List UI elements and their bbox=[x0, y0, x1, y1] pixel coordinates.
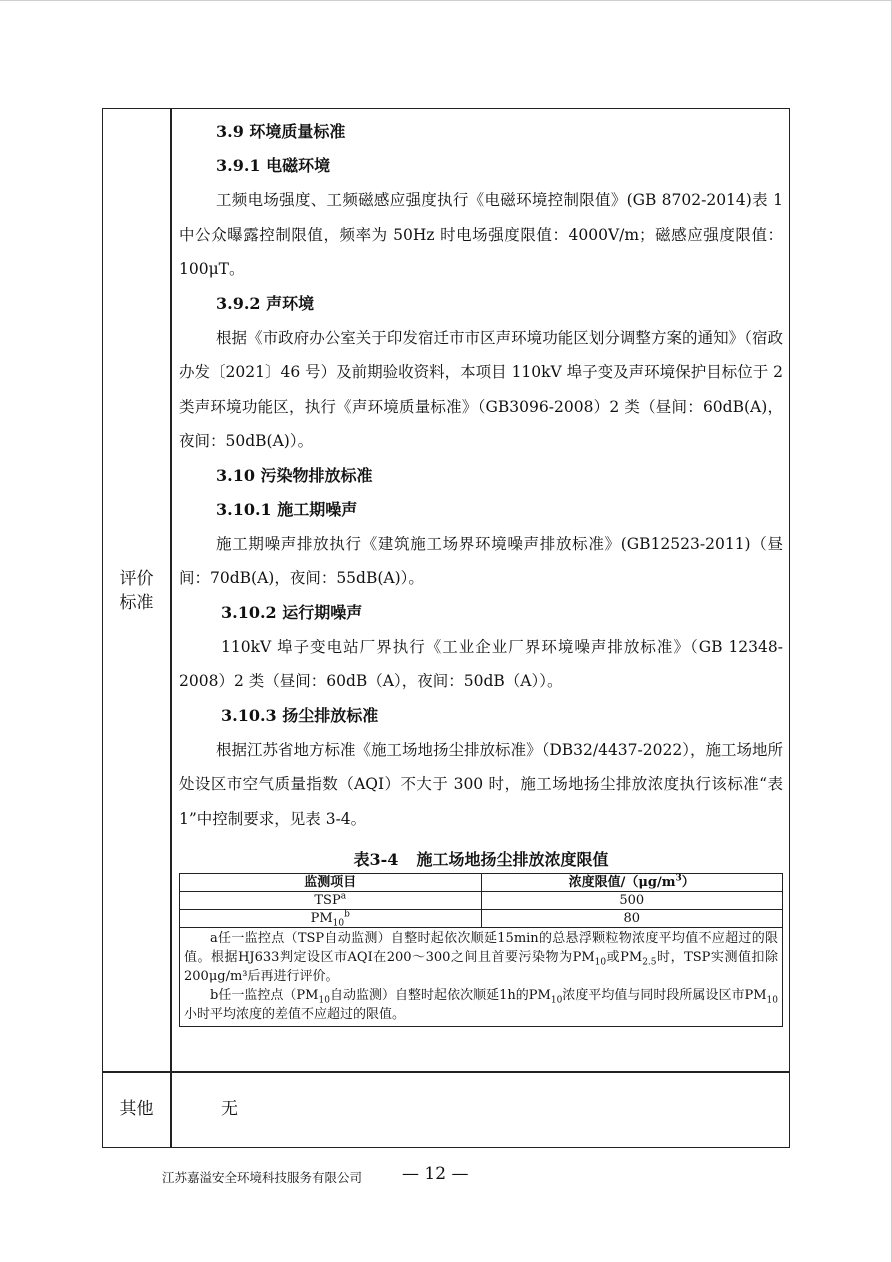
column-divider bbox=[170, 109, 172, 1147]
note-b-part-1: b任一监控点（PM bbox=[210, 988, 319, 1003]
header-limit-sup: 3 bbox=[675, 873, 682, 884]
row-label-other: 其他 bbox=[119, 1099, 154, 1119]
heading-3-9-2: 3.9.2 声环境 bbox=[216, 293, 315, 313]
table-notes bbox=[180, 928, 783, 1027]
dust-limit-table bbox=[179, 873, 783, 1027]
table-header-row bbox=[180, 874, 783, 892]
heading-3-10-2: 3.10.2 运行期噪声 bbox=[221, 602, 363, 622]
paragraph-acoustic: 根据《市政府办公室关于印发宿迁市市区声环境功能区划分调整方案的通知》（宿政办发〔2021〕46 号）及前期验收资料，本项目 110kV 埠子变及声环境保护目标位于 2 类声环境功能区，执行《声环境质量标准》（GB3096-2008）2 类（昼间：60dB(A)，夜间：50dB(A)）。 bbox=[179, 328, 783, 450]
note-b-sub-2: 10 bbox=[550, 995, 563, 1006]
header-concentration-limit bbox=[481, 874, 783, 892]
cell-tsp-value: 500 bbox=[481, 892, 783, 910]
paragraph-dust: 根据江苏省地方标准《施工场地扬尘排放标准》（DB32/4437-2022），施工场地所处设区市空气质量指数（AQI）不大于 300 时，施工场地扬尘排放浓度执行该标准“表 1”中控制要求，见表 3-4。 bbox=[179, 740, 783, 828]
paragraph-electromagnetic: 工频电场强度、工频磁感应强度执行《电磁环境控制限值》(GB 8702-2014)表 1 中公众曝露控制限值，频率为 50Hz 时电场强度限值：4000V/m；磁感应强度限值：100μT。 bbox=[179, 191, 783, 278]
table-row bbox=[180, 892, 783, 910]
note-a-part-3: 时，TSP实测值扣除200μg/m³后再进行评价。 bbox=[184, 950, 778, 984]
row-divider bbox=[103, 1071, 789, 1073]
note-b-part-2: 自动监测）自整时起依次顺延1h的PM bbox=[329, 988, 551, 1003]
table-3-4-title bbox=[179, 849, 783, 871]
note-b-sub-1: 10 bbox=[318, 995, 330, 1006]
note-b-sub-3: 10 bbox=[766, 995, 778, 1006]
other-value: 无 bbox=[221, 1099, 238, 1119]
note-a-part-2: 或PM bbox=[606, 950, 643, 965]
heading-3-10-3: 3.10.3 扬尘排放标准 bbox=[221, 705, 379, 725]
row-label-line-2: 标准 bbox=[119, 593, 154, 613]
cell-pm10 bbox=[180, 910, 482, 928]
heading-3-10: 3.10 污染物排放标准 bbox=[216, 465, 373, 485]
cell-tsp bbox=[180, 892, 482, 910]
note-a-sub-1: 10 bbox=[594, 957, 607, 968]
table-3-4-caption: 施工场地扬尘排放浓度限值 bbox=[416, 850, 609, 869]
table-row bbox=[180, 910, 783, 928]
note-b-part-4: 小时平均浓度的差值不应超过的限值。 bbox=[184, 1007, 406, 1022]
footer-company: 江苏嘉溢安全环境科技服务有限公司 bbox=[162, 1170, 363, 1185]
tsp-footnote-mark: a bbox=[340, 891, 347, 902]
header-monitoring-item: 监测项目 bbox=[180, 874, 482, 892]
note-b-part-3: 浓度平均值与同时段所属设区市PM bbox=[562, 988, 767, 1003]
header-limit-suffix: ） bbox=[681, 875, 695, 890]
note-a-sub-2: 2.5 bbox=[642, 957, 657, 968]
table-notes-row bbox=[180, 928, 783, 1027]
pm-subscript: 10 bbox=[332, 918, 345, 929]
heading-3-9-1: 3.9.1 电磁环境 bbox=[216, 156, 331, 175]
paragraph-construction-noise: 施工期噪声排放执行《建筑施工场界环境噪声排放标准》(GB12523-2011)（昼间：70dB(A)，夜间：55dB(A)）。 bbox=[179, 534, 783, 587]
note-a-part-1: a任一监控点（TSP自动监测）自整时起依次顺延15min的总悬浮颗粒物浓度平均值不应超过的限值。根据HJ633判定设区市AQI在200～300之间且首要污染物为PM bbox=[184, 931, 778, 965]
heading-3-10-1: 3.10.1 施工期噪声 bbox=[216, 499, 358, 519]
note-b bbox=[184, 986, 778, 1024]
tsp-label: TSP bbox=[314, 893, 341, 908]
row-label-evaluation-standard bbox=[103, 567, 170, 615]
pm-footnote-mark: b bbox=[344, 909, 350, 920]
header-limit-text: 浓度限值/（μg/m bbox=[568, 875, 676, 890]
form-table bbox=[102, 108, 790, 1148]
page-edge-top bbox=[0, 0, 892, 1]
page-footer bbox=[0, 1164, 892, 1192]
table-3-4-number: 表3-4 bbox=[353, 850, 399, 869]
pm-label: PM bbox=[310, 911, 333, 926]
paragraph-operation-noise: 110kV 埠子变电站厂界执行《工业企业厂界环境噪声排放标准》（GB 12348-2008）2 类（昼间：60dB（A），夜间：50dB（A））。 bbox=[179, 637, 783, 690]
heading-3-9: 3.9 环境质量标准 bbox=[216, 122, 346, 141]
note-a bbox=[184, 929, 778, 986]
page-number: — 12 — bbox=[402, 1164, 469, 1184]
row-label-line-1: 评价 bbox=[119, 569, 154, 589]
cell-pm10-value: 80 bbox=[481, 910, 783, 928]
